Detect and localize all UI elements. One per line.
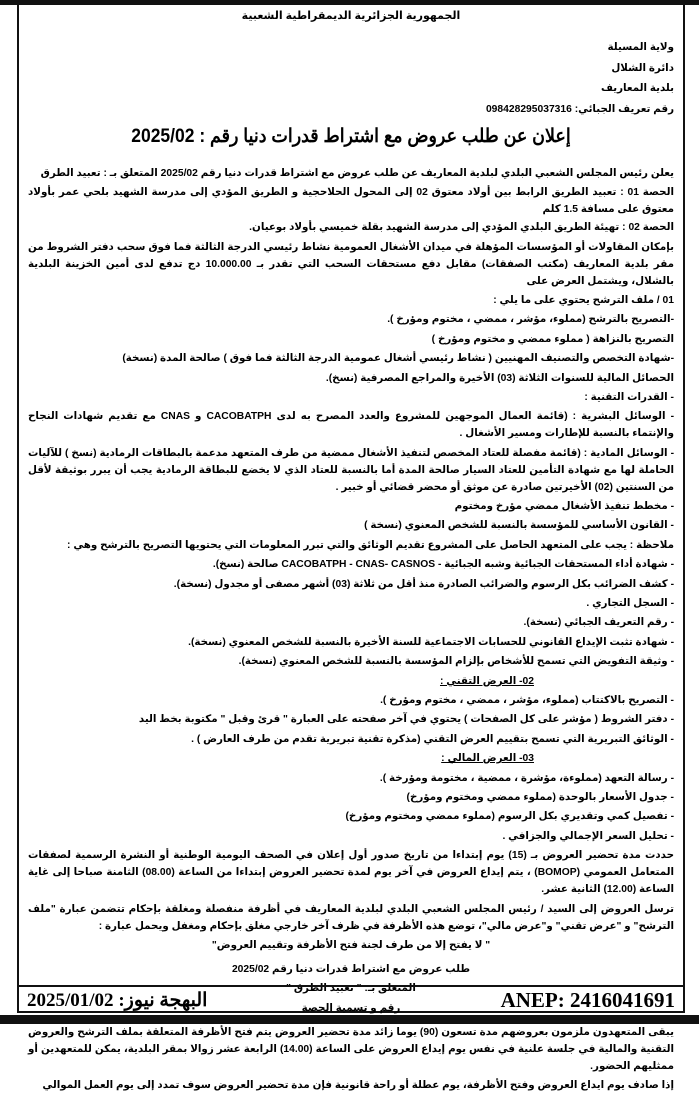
footer — [17, 985, 685, 1013]
list-item: - وثيقة التفويض التي تسمح للأشخاص بإلزام المؤسسة بالنسبة للشخص المعنوي (نسخة). — [238, 656, 674, 668]
lot-2: الحصة 02 : تهيئة الطريق البلدي المؤدي إلى مدرسة الشهيد بقلة خميسي بأولاد بوعيان. — [249, 222, 674, 234]
list-item: - الوسائل المادية : (قائمة مفصلة للعتاد المخصص لتنفيذ الأشغال ممضية من طرف المتعهد مدعمة بالبطاقات الرمادية (نسخ ) للآليات الحاملة لها مع شهادة التأمين للعتاد السيار صالحة المدة أما بالنسبة للعتاد الذي لا يخضع للبطاقة الرمادية يجب أن يبرر بوثيقة لأقل من السنتين (02) الأخيرتين صادرة عن موثق أو محضر قضائي أو خبير . — [28, 447, 674, 493]
submission: ترسل العروض إلى السيد / رئيس المجلس الشعبي البلدي لبلدية المعاريف في أظرفة منفصلة ومغلقة بإحكام تتضمن عبارة "ملف الترشح" و "عرض تقني" و"عرض مالي"، توضع هذه الأظرفة في ظرف آخر خارجي مغلق بإحكام ومغفل ويحمل عبارة : — [28, 903, 674, 932]
list-item: - جدول الأسعار بالوحدة (مملوء ممضي ومختوم ومؤرخ) — [406, 791, 674, 803]
bottom-rule — [0, 1015, 699, 1024]
envelope-line-1: " لا يفتح إلا من طرف لجنة فتح الأظرفة وتقييم العروض" — [211, 939, 491, 951]
list-item: - رسالة التعهد (مملوءة، مؤشرة ، ممضية ، مختومة ومؤرخة ). — [379, 772, 674, 784]
technical-heading: 02- العرض التقني : — [439, 675, 534, 687]
list-item: - شهادة تثبت الإيداع القانوني للحسابات الاجتماعية للسنة الأخيرة بالنسبة للشخص المعنوي (نسخة). — [188, 636, 674, 648]
list-item: - الوسائل البشرية : (قائمة العمال الموجهين للمشروع والعدد المصرح به لدى CACOBATPH و CNAS مع تقديم شهادات النجاح والإنتماء بالنسبة للإطارات ومسير الأشغال . — [28, 411, 674, 440]
list-item: -التصريح بالترشح (مملوء، مؤشر ، ممضي ، مختوم ومؤرخ ). — [387, 314, 674, 326]
validity: يبقى المتعهدون ملزمون بعروضهم مدة تسعون (90) يوما زائد مدة تحضير العروض يتم فتح الأظرفة المتعلقة بملف الترشح والعروض التقنية والمالية في جلسة علنية في نفس يوم إيداع العروض على الساعة (14.00) الرابعة عشر زوالا بمقر البلدية، يمكن للمتعهدين أو ممثليهم الحضور. — [28, 1026, 674, 1072]
list-item: - السجل التجاري . — [586, 598, 674, 610]
anep-number: ANEP: 2416041691 — [500, 987, 675, 1012]
candidature-heading: 01 / ملف الترشح يحتوي على ما يلي : — [493, 294, 674, 306]
list-item: - التصريح بالاكتتاب (مملوء، مؤشر ، ممضي ، مختوم ومؤرخ ). — [380, 695, 674, 706]
list-item: - مخطط تنفيذ الأشغال ممضي مؤرخ ومختوم — [454, 501, 674, 513]
list-item: - دفتر الشروط ( مؤشر على كل الصفحات ) يحتوي في آخر صفحته على العبارة " قرئ وقبل " مكتوبة بخط اليد — [138, 714, 674, 726]
note: ملاحظة : يجب على المتعهد الحاصل على المشروع تقديم الوثائق والتي تبرر المعلومات التي يحتويها التصريح بالترشح وهي : — [67, 539, 674, 551]
list-item: - كشف الضرائب بكل الرسوم والضرائب الصادرة منذ أقل من ثلاثة (03) أشهر مصفى أو مجدول (نسخة). — [173, 578, 674, 590]
list-item: - شهادة أداء المستحقات الجبائية وشبه الجبائية - CACOBATPH - CNAS- CASNOS صالحة (نسخ). — [212, 559, 674, 571]
list-item: - القدرات التقنية : — [584, 391, 674, 403]
financial-heading: 03- العرض المالي : — [441, 753, 534, 765]
duration: حددت مدة تحضير العروض بـ (15) يوم إبتداءا من تاريخ صدور أول إعلان في الصحف اليومية الوطنية أو النشرة الرسمية لصفقات المتعامل العمومي (BOMOP) ، يتم إيداع العروض في آخر يوم لمدة تحضير العروض إبتداءا من الساعة (08.00) الثامنة صباحا إلى غاية الساعة (12.00) الثانية عشر. — [28, 850, 674, 896]
newspaper-date: البهجة نيوز: 2025/01/02 — [27, 989, 208, 1011]
eligibility: بإمكان المقاولات أو المؤسسات المؤهلة في ميدان الأشغال العمومية نشاط رئيسي الدرجة الثالثة فما فوق سحب دفتر الشروط من مقر بلدية المعاريف (مكتب الصفقات) مقابل دفع مستحقات السحب التي تقدر بـ 10.000.00 دج تدفع لدى أمين الخزينة البلدية بالشلال، ويشتمل العرض على — [28, 241, 674, 287]
lot-1: الحصة 01 : تعبيد الطريق الرابط بين أولاد معتوق 02 إلى المحول الحلاحجية و الطريق المؤدي إلى مدرسة الشهيد بلحي عمر بأولاد معتوق على مسافة 1.5 كلم — [28, 186, 674, 215]
list-item: الحصائل المالية للسنوات الثلاثة (03) الأخيرة والمراجع المصرفية (نسخ). — [325, 372, 674, 384]
daira: دائرة الشلال — [611, 62, 674, 74]
list-item: -شهادة التخصص والتصنيف المهنيين ( نشاط رئيسي أشغال عمومية الدرجة الثالثة فما فوق ) صالحة المدة (نسخة) — [122, 353, 674, 365]
notice-body — [28, 8, 674, 1096]
republic-header: الجمهورية الجزائرية الديمقراطية الشعبية — [241, 10, 461, 22]
envelope-line-4: رقم و تسمية الحصة — [301, 1002, 401, 1014]
list-item: التصريح بالنزاهة ( مملوء ممضي و مختوم ومؤرخ ) — [431, 333, 674, 345]
commune: بلدية المعاريف — [600, 83, 674, 94]
wilaya: ولاية المسيلة — [607, 42, 674, 53]
intro: يعلن رئيس المجلس الشعبي البلدي لبلدية المعاريف عن طلب عروض مع اشتراط قدرات دنيا رقم 2025/02 المتعلق بـ : تعبيد الطرق — [40, 168, 674, 179]
list-item: - القانون الأساسي للمؤسسة بالنسبة للشخص المعنوي (نسخة ) — [364, 520, 674, 532]
list-item: - تحليل السعر الإجمالي والجزافي . — [502, 830, 674, 842]
list-item: - رقم التعريف الجبائي (نسخة). — [523, 617, 674, 629]
list-item: - تفصيل كمي وتقديري بكل الرسوم (مملوء ممضي ومختوم ومؤرخ) — [345, 811, 674, 823]
envelope-line-3: المتعلق بـ: " تعبيد الطرق " — [286, 983, 416, 995]
notice-title: إعلان عن طلب عروض مع اشتراط قدرات دنيا رقم : 2025/02 — [131, 126, 571, 147]
envelope-line-2: طلب عروض مع اشتراط قدرات دنيا رقم 2025/02 — [231, 963, 471, 975]
holiday: إذا صادف يوم ايداع العروض وفتح الأظرفة، يوم عطلة أو راحة قانونية فإن مدة تحضير العروض سوف تمدد إلى يوم العمل الموالي — [42, 1080, 674, 1092]
tax-id: رقم تعريف الجبائي: 098428295037316 — [485, 103, 674, 115]
list-item: - الوثائق التبريرية التي تسمح بتقييم العرض التقني (مذكرة تقنية تبريرية تقدم من طرف العارض ) . — [191, 733, 674, 745]
